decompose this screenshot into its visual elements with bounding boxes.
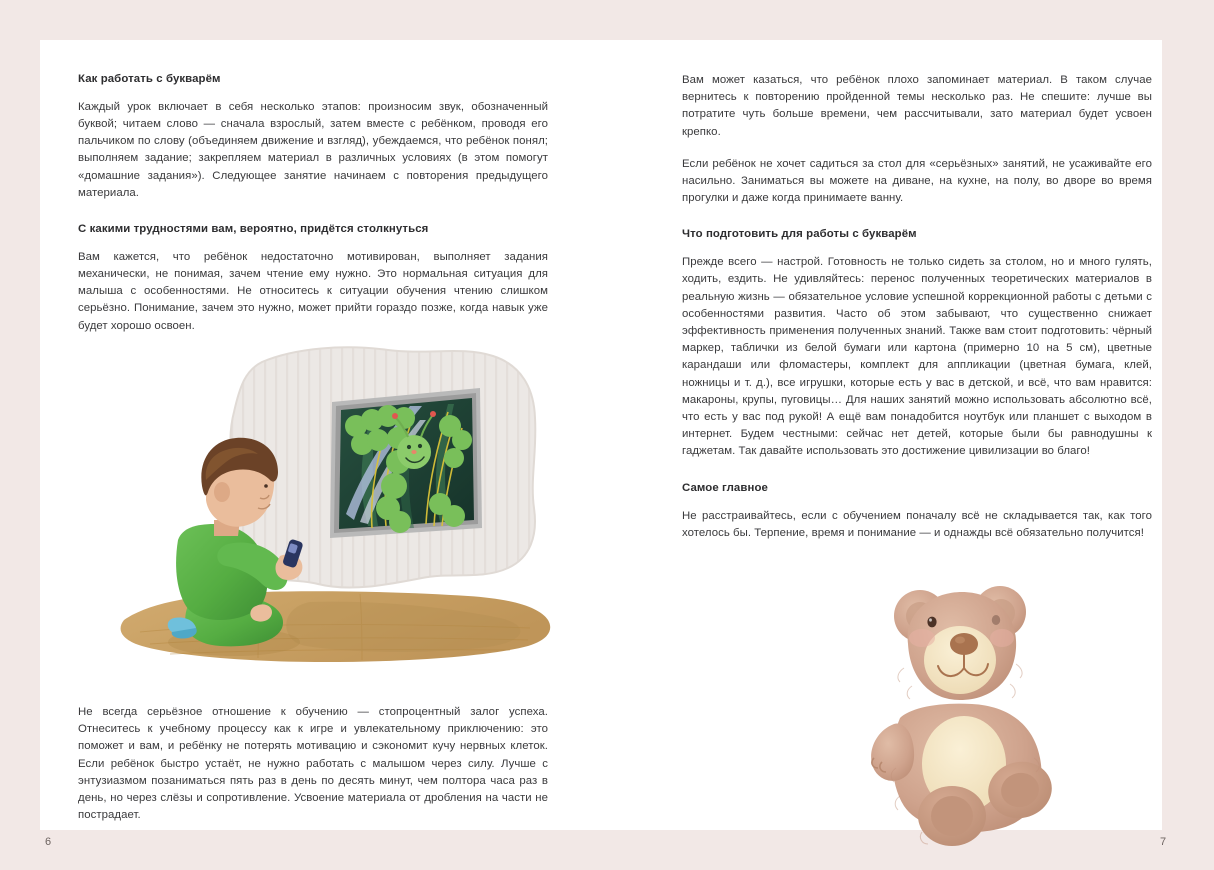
paragraph-caption: Не всегда серьёзное отношение к обучению — стопроцентный залог успеха. Отнеситесь к учебному процессу как к игре и увлекательному приключению: это поможет и вам, и ребёнку не потерять мотивацию и сэкономит кучу нервных клеток. Если ребёнок быстро устаёт, не нужно работать с малышом через силу. Лучше с энтузиазмом позаниматься пять раз в день по десять минут, чем полтора часа раз в день, но через слёзы и сопротивление. Усвоение материала от дробления на части не пострадает.	[78, 706, 548, 822]
left-page-column	[78, 72, 548, 335]
page-number-right: 7	[1160, 836, 1167, 848]
heading-what-to-prepare: Что подготовить для работы с букварём	[682, 228, 917, 241]
right-page-column	[682, 72, 1152, 542]
boy-watching-tv-illustration	[110, 340, 570, 690]
page-number-left: 6	[45, 836, 52, 848]
paragraph-difficulties: Вам кажется, что ребёнок недостаточно мотивирован, выполняет задания механически, не понимая, зачем чтение ему нужно. Это нормальная ситуация для малыша с особенностями. Не относитесь к ситуации обучения чтению слишком серьёзно. Понимание, зачем это нужно, может прийти гораздо позже, когда навык уже будет хорошо освоен.	[78, 250, 548, 332]
left-page-caption-block	[78, 704, 548, 824]
heading-how-to-work: Как работать с букварём	[78, 73, 221, 85]
teddy-bear-illustration	[860, 568, 1160, 858]
heading-difficulties: С какими трудностями вам, вероятно, придётся столкнуться	[78, 223, 429, 236]
paragraph-memorization: Вам может казаться, что ребёнок плохо запоминает материал. В таком случае вернитесь к повторению пройденной темы несколько раз. Не спешите: лучше вы потратите чуть больше времени, чем рассчитывали, зато материал будет усвоен крепко.	[682, 74, 1152, 138]
paragraph-what-to-prepare: Прежде всего — настрой. Готовность не только сидеть за столом, но и много гулять, ходить, ездить. Не удивляйтесь: перенос полученных теоретических материалов в реальную жизнь — обязательное условие успешной коррекционной работы с детьми с особенностями развития. Часто об этом забывают, что существенно снижает эффективность применения полученных знаний. Также вам стоит подготовить: чёрный маркер, таблички из белой бумаги или картона (примерно 10 на 5 см), цветные карандаши или фломастеры, комплект для аппликации (цветная бумага, клей, ножницы и т. д.), все игрушки, которые есть у вас в детской, и всё, что вам нравится: макароны, крупы, пуговицы… Для наших занятий можно использовать абсолютно всё, что есть у вас под рукой! А ещё вам понадобится ноутбук или планшет с выходом в интернет. Будем честными: сейчас нет детей, которые были бы равнодушны к гаджетам. Так давайте использовать это достижение цивилизации во благо!	[682, 256, 1152, 458]
heading-most-important: Самое главное	[682, 481, 768, 494]
paragraph-how-to-work: Каждый урок включает в себя несколько этапов: произносим звук, обозначенный буквой; читаем слово — сначала взрослый, затем вместе с ребёнком, проводя его пальчиком по слову (объединяем движение и взгляд), убеждаемся, что ребёнок понял; выполняем задание; закрепляем материал в различных условиях (в этом помогут «домашние задания»). Следующее занятие начинаем с повторения предыдущего материала.	[78, 100, 548, 199]
paragraph-where-to-study: Если ребёнок не хочет садиться за стол для «серьёзных» занятий, не усаживайте его насильно. Заниматься вы можете на диване, на кухне, на полу, во дворе во время прогулки и даже когда принимаете ванну.	[682, 157, 1152, 205]
television	[330, 388, 482, 538]
paragraph-most-important: Не расстраивайтесь, если с обучением поначалу всё не складывается так, как того хотелось бы. Терпение, время и понимание — и однажды всё обязательно получится!	[682, 509, 1152, 539]
book-spread	[40, 40, 1162, 830]
